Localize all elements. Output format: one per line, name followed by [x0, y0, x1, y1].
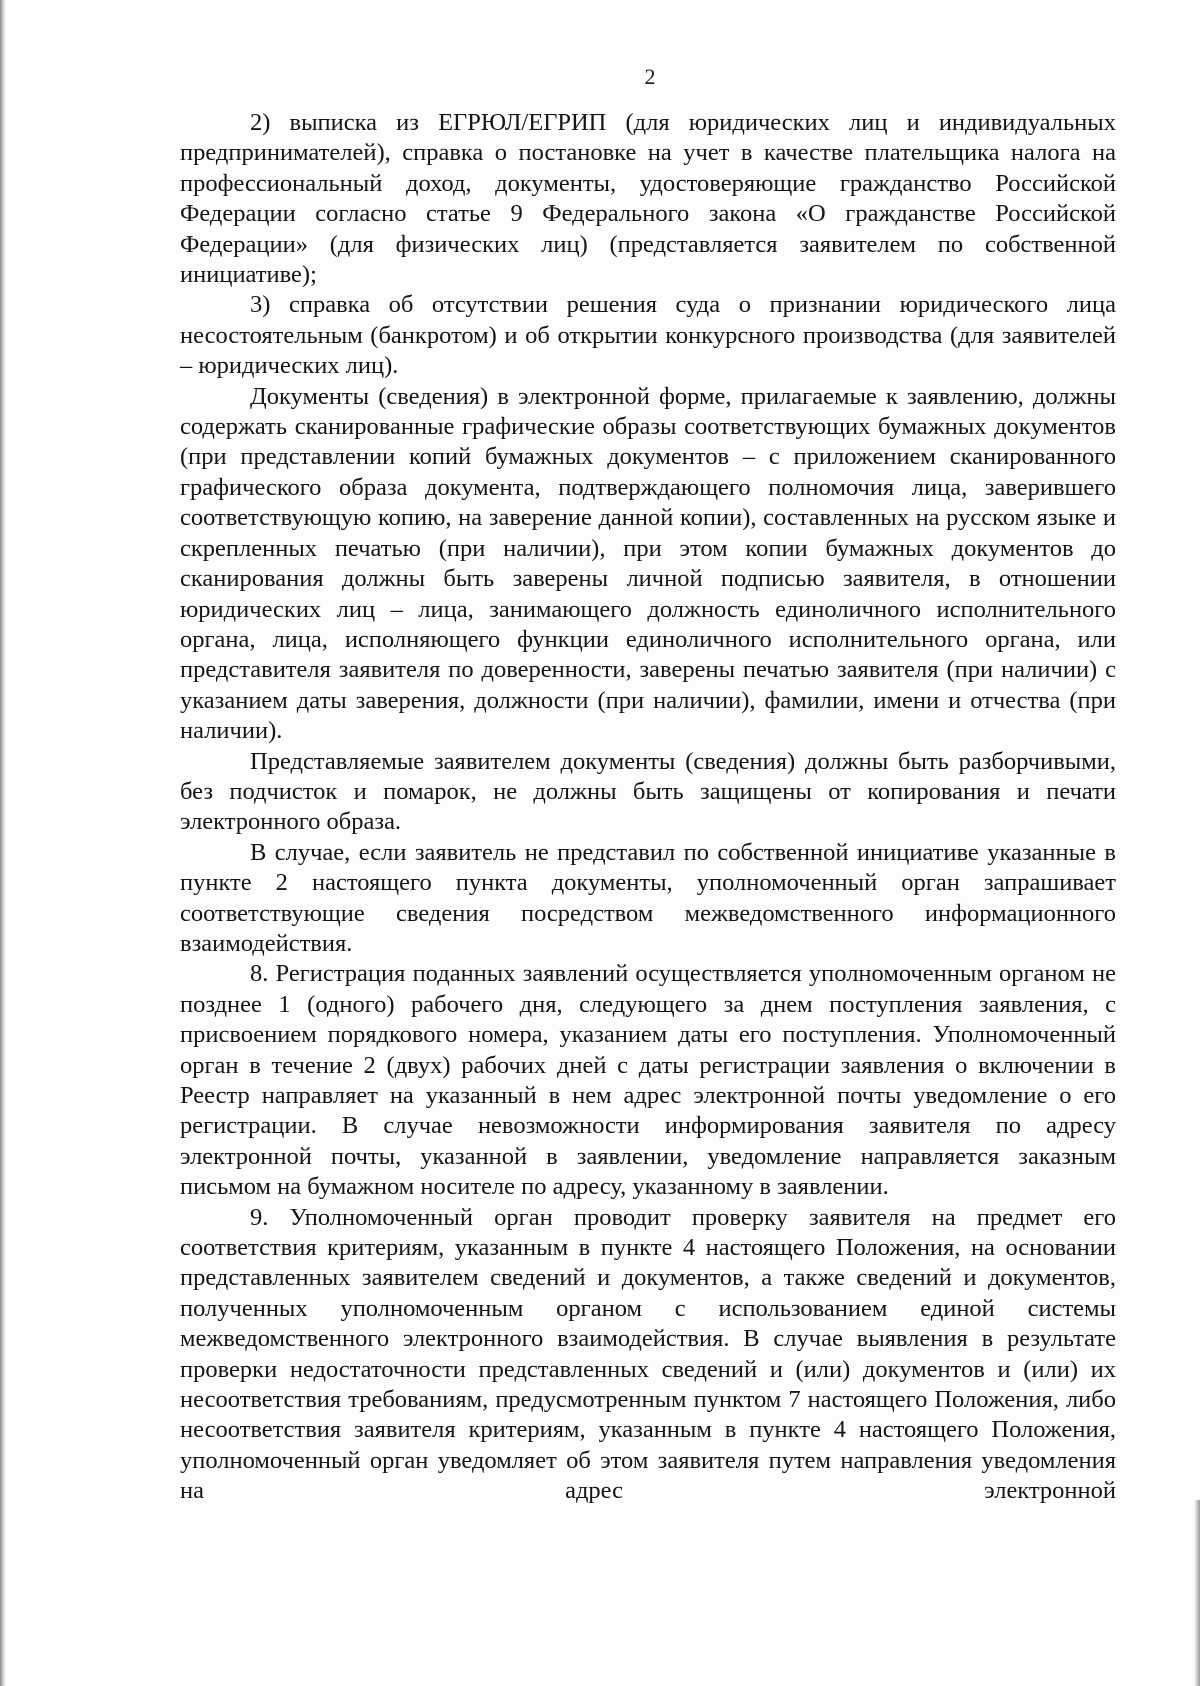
page-number: 2 — [644, 64, 656, 89]
paragraph-electronic-documents: Документы (сведения) в электронной форме, прилагаемые к заявлению, должны содержать сканированные графические образы соответствующих бумажных документов (при представлении копий бумажных документов – с приложением сканированного графического образа документа, подтверждающего полномочия лица, заверившего соответствующую копию, на заверение данной копии), составленных на русском языке и скрепленных печатью (при наличии), при этом копии бумажных документов до сканирования должны быть заверены личной подписью заявителя, в отношении юридических лиц – лица, занимающего должность единоличного исполнительного органа, лица, исполняющего функции единоличного исполнительного органа, или представителя заявителя по доверенности, заверены печатью заявителя (при наличии) с указанием даты заверения, должности (при наличии), фамилии, имени и отчества (при наличии). — [180, 382, 1116, 745]
paragraph-interagency-request: В случае, если заявитель не представил по собственной инициативе указанные в пункте 2 настоящего пункта документы, уполномоченный орган запрашивает соответствующие сведения посредством межведомственного информационного взаимодействия. — [180, 838, 1116, 957]
scan-edge-right — [1194, 1500, 1200, 1686]
paragraph-8-registration: 8. Регистрация поданных заявлений осуществляется уполномоченным органом не позднее 1 (одного) рабочего дня, следующего за днем поступления заявления, с присвоением порядкового номера, указанием даты его поступления. Уполномоченный орган в течение 2 (двух) рабочих дней с даты регистрации заявления о включении в Реестр направляет на указанный в нем адрес электронной почты уведомление о его регистрации. В случае невозможности информирования заявителя по адресу электронной почты, указанной в заявлении, уведомление направляется заказным письмом на бумажном носителе по адресу, указанному в заявлении. — [180, 960, 1116, 1201]
paragraph-9-verification: 9. Уполномоченный орган проводит проверку заявителя на предмет его соответствия критериям, указанным в пункте 4 настоящего Положения, на основании представленных заявителем сведений и документов, а также сведений и документов, полученных уполномоченным органом с использованием единой системы межведомственного электронного взаимодействия. В случае выявления в результате проверки недостаточности представленных сведений и (или) документов и (или) их несоответствия требованиям, предусмотренным пунктом 7 настоящего Положения, либо несоответствия заявителя критериям, указанным в пункте 4 настоящего Положения, уполномоченный орган уведомляет об этом заявителя путем направления уведомления на адрес электронной — [180, 1203, 1116, 1505]
paragraph-item-2-extract: 2) выписка из ЕГРЮЛ/ЕГРИП (для юридических лиц и индивидуальных предпринимателей), справка о постановке на учет в качестве плательщика налога на профессиональный доход, документы, удостоверяющие гражданство Российской Федерации согласно статье 9 Федерального закона «О гражданстве Российской Федерации» (для физических лиц) (представляется заявителем по собственной инициативе); — [180, 109, 1116, 289]
scan-edge-left — [0, 0, 6, 1686]
body-text — [180, 108, 1116, 1507]
paragraph-legibility: Представляемые заявителем документы (сведения) должны быть разборчивыми, без подчисток и помарок, не должны быть защищены от копирования и печати электронного образа. — [180, 747, 1116, 836]
paragraph-item-3-court-certificate: 3) справка об отсутствии решения суда о признании юридического лица несостоятельным (банкротом) и об открытии конкурсного производства (для заявителей – юридических лиц). — [180, 291, 1116, 380]
